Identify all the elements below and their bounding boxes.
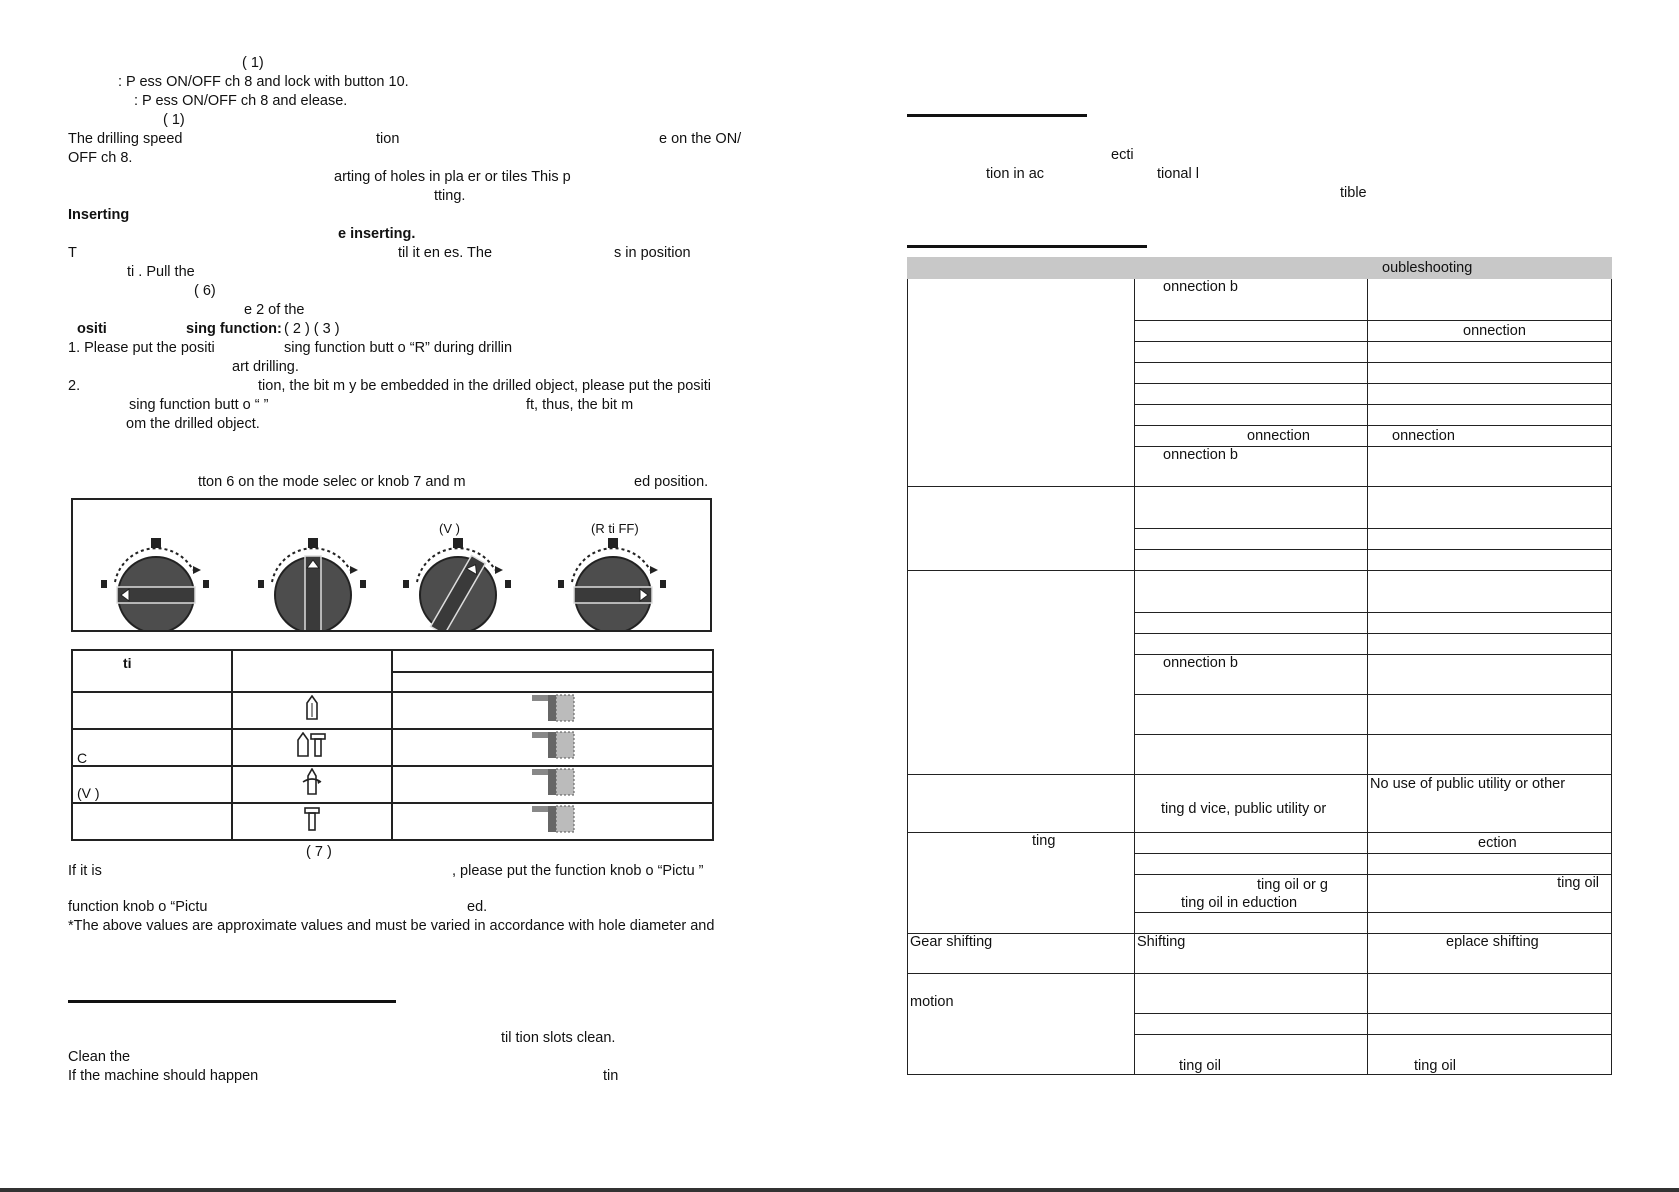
text-line: e inserting.: [338, 226, 416, 242]
table-cell: ting d vice, public utility or: [1135, 775, 1368, 833]
text-line: ( 1): [242, 55, 264, 71]
text-line: ft, thus, the bit m: [526, 397, 634, 413]
table-cell: Shifting: [1135, 934, 1368, 974]
page-bottom-border: [0, 1188, 1679, 1192]
table-header-cell: ti: [123, 655, 132, 671]
table-cell: ting oil in eduction: [1181, 894, 1298, 911]
text-line: tible: [1340, 185, 1367, 201]
text-line: ed.: [467, 899, 488, 915]
hammer-icon: [303, 806, 321, 832]
table-cell: (V ): [77, 785, 100, 801]
table-cell: motion: [908, 974, 1135, 1075]
text-line: ( 1): [163, 112, 185, 128]
table-cell: onnection b: [1135, 447, 1368, 487]
text-line: s in position: [614, 245, 691, 261]
text-line: T: [68, 245, 77, 261]
text-line: If the machine should happen: [68, 1068, 259, 1084]
text-line: e on the ON/: [659, 131, 742, 147]
text-line: arting of holes in pla er or tiles This p: [334, 169, 571, 185]
dial-knob-icon: [558, 530, 668, 630]
text-line: ositi: [77, 321, 107, 337]
text-line: If it is: [68, 863, 102, 879]
text-line: : P ess ON/OFF ch 8 and elease.: [134, 93, 348, 109]
table-cell: Gear shifting: [908, 934, 1135, 974]
table-cell: ting oil or g: [1257, 876, 1328, 893]
text-line: tional l: [1157, 166, 1199, 182]
text-line: : P ess ON/OFF ch 8 and lock with button 10.: [118, 74, 409, 90]
text-line: ecti: [1111, 147, 1134, 163]
text-line: OFF ch 8.: [68, 150, 133, 166]
table-cell: onnection: [1368, 426, 1612, 447]
drill-bit-icon: [305, 695, 319, 721]
mode-selector-figure: [71, 498, 712, 632]
text-line: til it en es. The: [398, 245, 493, 261]
text-line: ( 7 ): [306, 844, 332, 860]
dial-knob-icon: [403, 530, 513, 630]
text-line: The drilling speed: [68, 131, 183, 147]
text-line: 1. Please put the positi: [68, 340, 215, 356]
surface-depth-icon: [528, 730, 578, 760]
text-line: Clean the: [68, 1049, 131, 1065]
text-line: tion: [376, 131, 400, 147]
table-cell: onnection b: [1135, 655, 1368, 695]
dial-label: (R ti FF): [591, 521, 639, 536]
section-rule: [907, 114, 1087, 117]
text-line: tion in ac: [986, 166, 1045, 182]
table-cell: C: [77, 750, 88, 766]
text-line: , please put the function knob o “Pictu ”: [452, 863, 704, 879]
table-cell: onnection: [1135, 426, 1368, 447]
table-cell: onnection: [1368, 321, 1612, 342]
text-line: *The above values are approximate values and must be varied in accordance with hole diameter and: [68, 918, 715, 934]
text-line: e 2 of the: [244, 302, 305, 318]
table-cell: ting oil: [1368, 875, 1612, 913]
section-heading: Inserting: [68, 207, 130, 223]
text-line: om the drilled object.: [126, 416, 260, 432]
text-line: 2.: [68, 378, 81, 394]
table-cell: ection: [1368, 833, 1612, 854]
text-line: sing function butt o “ ”: [129, 397, 269, 413]
table-cell: No use of public utility or other: [1368, 775, 1612, 833]
text-line: tting.: [434, 188, 466, 204]
section-rule: [907, 245, 1147, 248]
surface-depth-icon: [528, 804, 578, 834]
table-cell: onnection b: [1135, 279, 1368, 321]
function-table: [71, 649, 714, 841]
table-cell: ting oil: [1368, 1035, 1612, 1075]
text-line: ti . Pull the: [127, 264, 195, 280]
text-line: til tion slots clean.: [501, 1030, 616, 1046]
text-line: ( 2 ) ( 3 ): [284, 321, 340, 337]
text-line: sing function butt o “R” during drillin: [284, 340, 513, 356]
table-cell: ting: [908, 833, 1135, 934]
troubleshooting-table: [907, 257, 1612, 1075]
dial-knob-icon: [258, 530, 368, 630]
drill-hammer-icon: [297, 732, 327, 758]
table-cell: ting oil: [1135, 1035, 1368, 1075]
surface-depth-icon: [528, 767, 578, 797]
section-rule: [68, 1000, 396, 1003]
text-line: ( 6): [194, 283, 216, 299]
text-line: function knob o “Pictu: [68, 899, 208, 915]
table-cell: eplace shifting: [1368, 934, 1612, 974]
text-line: tion, the bit m y be embedded in the drilled object, please put the positi: [258, 378, 712, 394]
text-line: sing function:: [186, 321, 282, 337]
table-header: oubleshooting: [908, 258, 1612, 279]
text-line: tin: [603, 1068, 619, 1084]
surface-depth-icon: [528, 693, 578, 723]
text-line: art drilling.: [232, 359, 299, 375]
dial-label: (V ): [439, 521, 460, 536]
dial-knob-icon: [101, 530, 211, 630]
chisel-rotate-icon: [301, 768, 323, 796]
text-line: ed position.: [634, 474, 709, 490]
text-line: tton 6 on the mode selec or knob 7 and m: [198, 474, 466, 490]
